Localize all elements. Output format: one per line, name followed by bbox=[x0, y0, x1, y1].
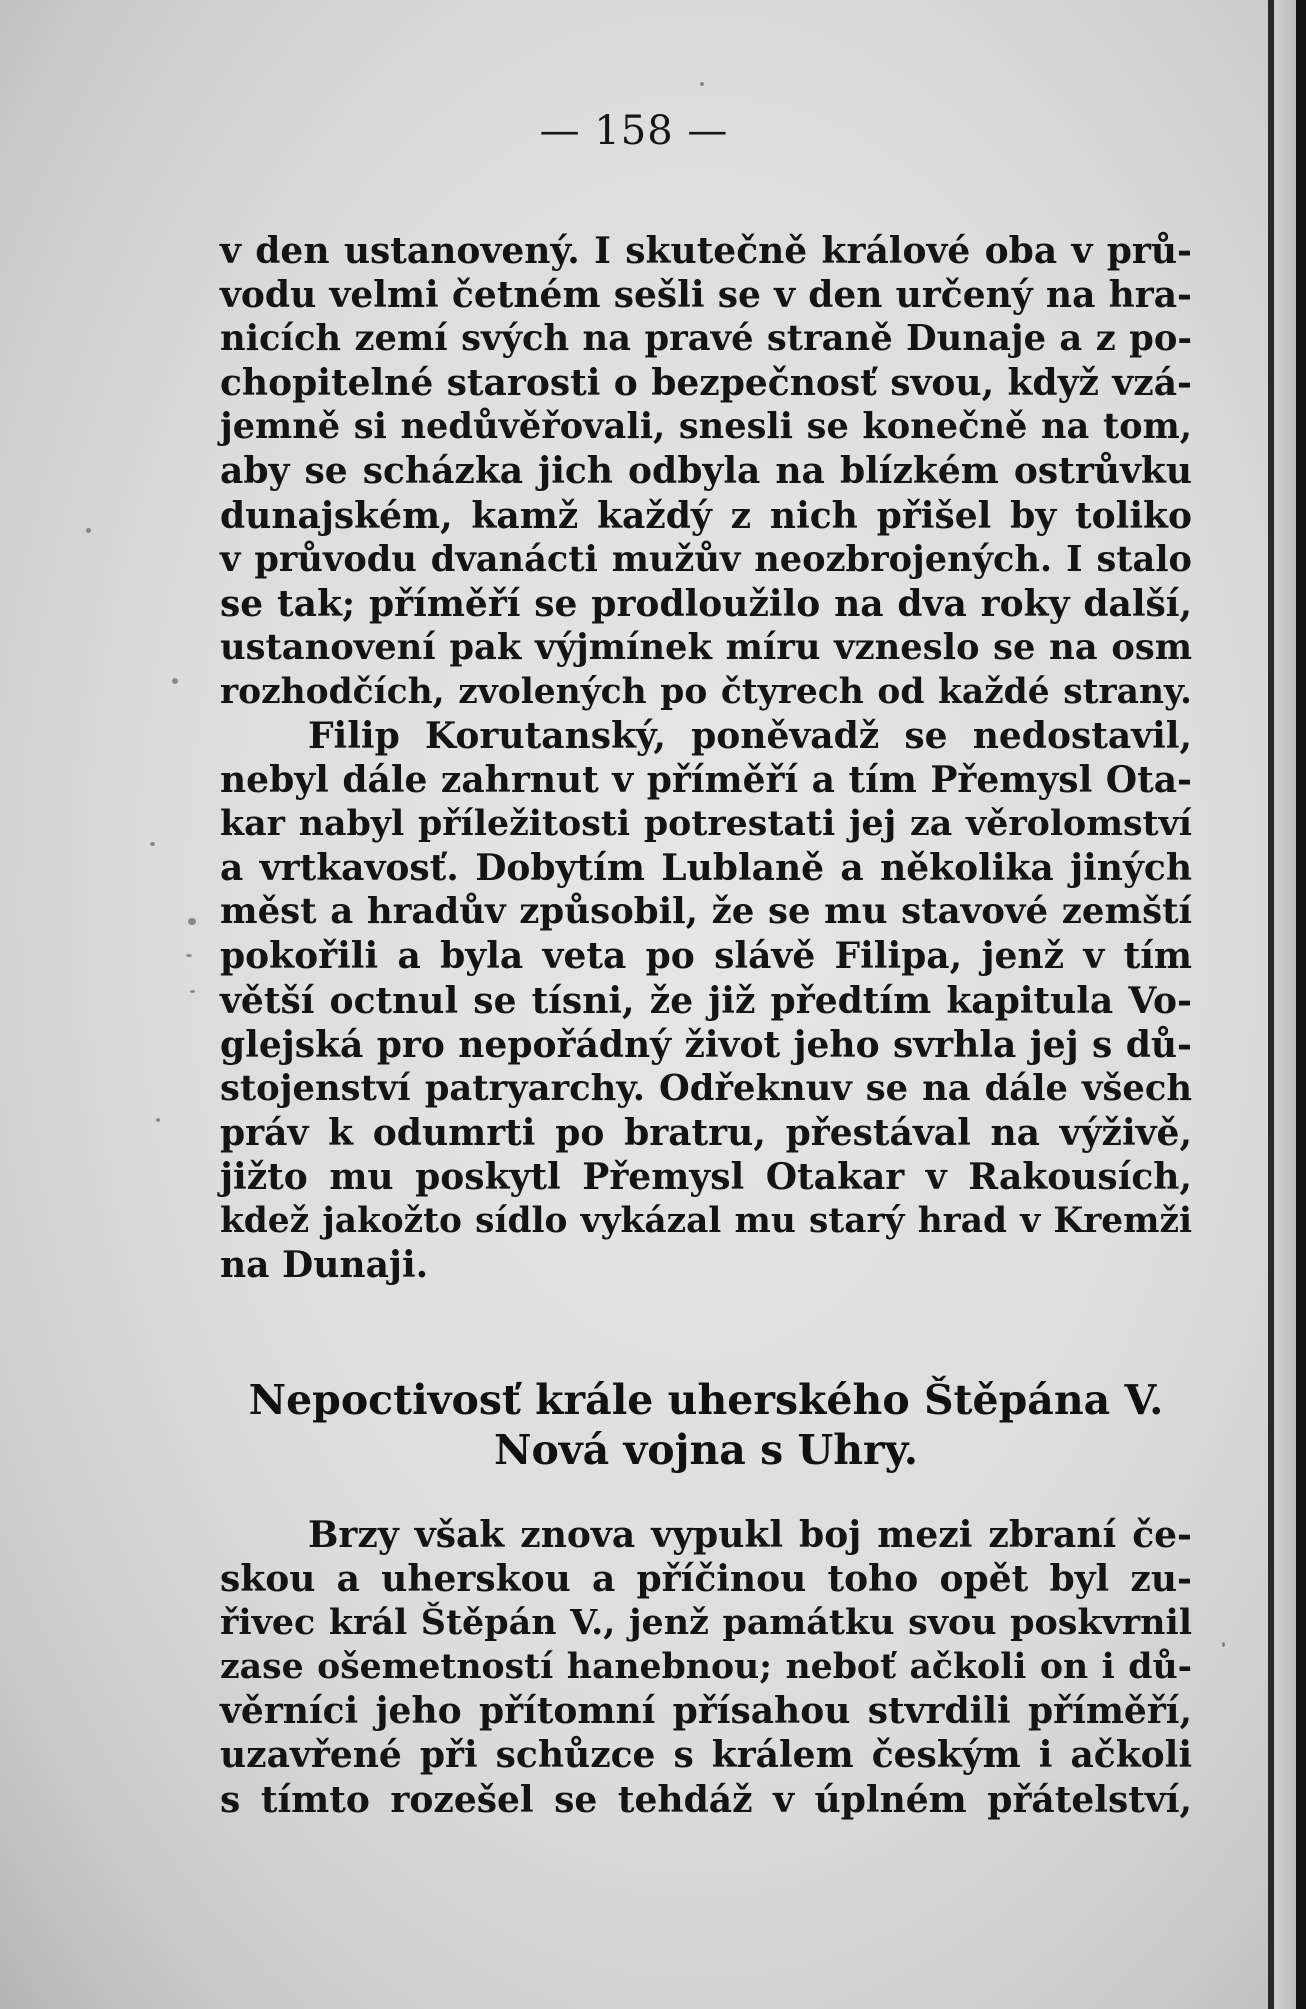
text-line: v průvodu dvanácti mužův neozbrojených. I stalo bbox=[220, 538, 1192, 580]
scan-speck bbox=[156, 1118, 160, 1122]
facing-page-edge bbox=[1274, 0, 1296, 2009]
text-line: kdež jakožto sídlo vykázal mu starý hrad v Kremži bbox=[220, 1201, 1192, 1242]
scan-speck bbox=[700, 82, 704, 86]
text-line: v den ustanovený. I skutečně králové oba v prů- bbox=[220, 230, 1192, 272]
text-line: jižto mu poskytl Přemysl Otakar v Rakousích, bbox=[220, 1155, 1192, 1198]
paragraph-2 bbox=[220, 714, 1192, 1287]
scan-speck bbox=[86, 528, 91, 533]
section-heading bbox=[220, 1375, 1192, 1475]
text-line: vodu velmi četném sešli se v den určený na hra- bbox=[220, 274, 1192, 317]
scan-speck bbox=[188, 918, 196, 925]
text-line: na Dunaji. bbox=[220, 1244, 429, 1287]
text-line: ustanovení pak výjmínek míru vzneslo se na osm bbox=[220, 626, 1192, 668]
text-line: glejská pro nepořádný život jeho svrhla jej s dů- bbox=[220, 1023, 1192, 1066]
heading-line: Nová vojna s Uhry. bbox=[493, 1426, 919, 1474]
text-line: práv k odumrti po bratru, přestával na výživě, bbox=[220, 1111, 1192, 1154]
text-line: se tak; příměří se prodloužilo na dva roky další, bbox=[220, 582, 1192, 625]
text-line: chopitelné starosti o bezpečnosť svou, když vzá- bbox=[220, 362, 1192, 405]
text-line: uzavřené při schůzce s králem českým i ačkoli bbox=[220, 1734, 1192, 1777]
text-line: Filip Korutanský, poněvadž se nedostavil, bbox=[308, 715, 1192, 757]
scan-border bbox=[1296, 0, 1306, 2009]
text-line: zase ošemetností hanebnou; neboť ačkoli on i dů- bbox=[220, 1646, 1192, 1688]
text-line: skou a uherskou a příčinou toho opět byl zu- bbox=[220, 1558, 1192, 1601]
text-line: rozhodčích, zvolených po čtyrech od každé strany. bbox=[220, 671, 1192, 712]
text-line: měst a hradův způsobil, že se mu stavové zemští bbox=[220, 891, 1192, 933]
scan-speck bbox=[1222, 1642, 1225, 1647]
text-line: Brzy však znova vypukl boj mezi zbraní če- bbox=[308, 1514, 1192, 1556]
scan-speck bbox=[172, 678, 178, 684]
text-line: aby se scházka jich odbyla na blízkém ostrůvku bbox=[220, 450, 1192, 493]
text-line: věrníci jeho přítomní přísahou stvrdili příměří, bbox=[220, 1690, 1192, 1733]
text-line: dunajském, kamž každý z nich přišel by toliko bbox=[220, 494, 1192, 537]
text-line: jemně si nedůvěřovali, snesli se konečně na tom, bbox=[220, 406, 1192, 448]
text-line: stojenství patryarchy. Odřeknuv se na dále všech bbox=[220, 1067, 1192, 1109]
scan-speck bbox=[150, 842, 155, 846]
text-line: kar nabyl příležitosti potrestati jej za věrolomství bbox=[220, 803, 1192, 845]
text-line: větší octnul se tísni, že již předtím kapitula Vo- bbox=[220, 979, 1192, 1022]
text-line: pokořili a byla veta po slávě Filipa, jenž v tím bbox=[220, 935, 1192, 978]
page-number: — 158 — bbox=[539, 108, 729, 154]
text-line: a vrtkavosť. Dobytím Lublaně a několika jiných bbox=[220, 847, 1192, 890]
scan-speck bbox=[186, 954, 192, 957]
heading-line: Nepoctivosť krále uherského Štěpána V. bbox=[248, 1376, 1164, 1424]
text-line: s tímto rozešel se tehdáž v úplném přátelství, bbox=[220, 1778, 1192, 1821]
paragraph-3 bbox=[220, 1513, 1192, 1822]
text-line: nebyl dále zahrnut v příměří a tím Přemysl Ota- bbox=[220, 759, 1192, 802]
text-line: řivec král Štěpán V., jenž památku svou poskvrnil bbox=[220, 1602, 1192, 1644]
text-line: nicích zemí svých na pravé straně Dunaje a z po- bbox=[220, 318, 1192, 360]
scan-speck bbox=[190, 990, 195, 993]
paragraph-1 bbox=[220, 229, 1192, 714]
